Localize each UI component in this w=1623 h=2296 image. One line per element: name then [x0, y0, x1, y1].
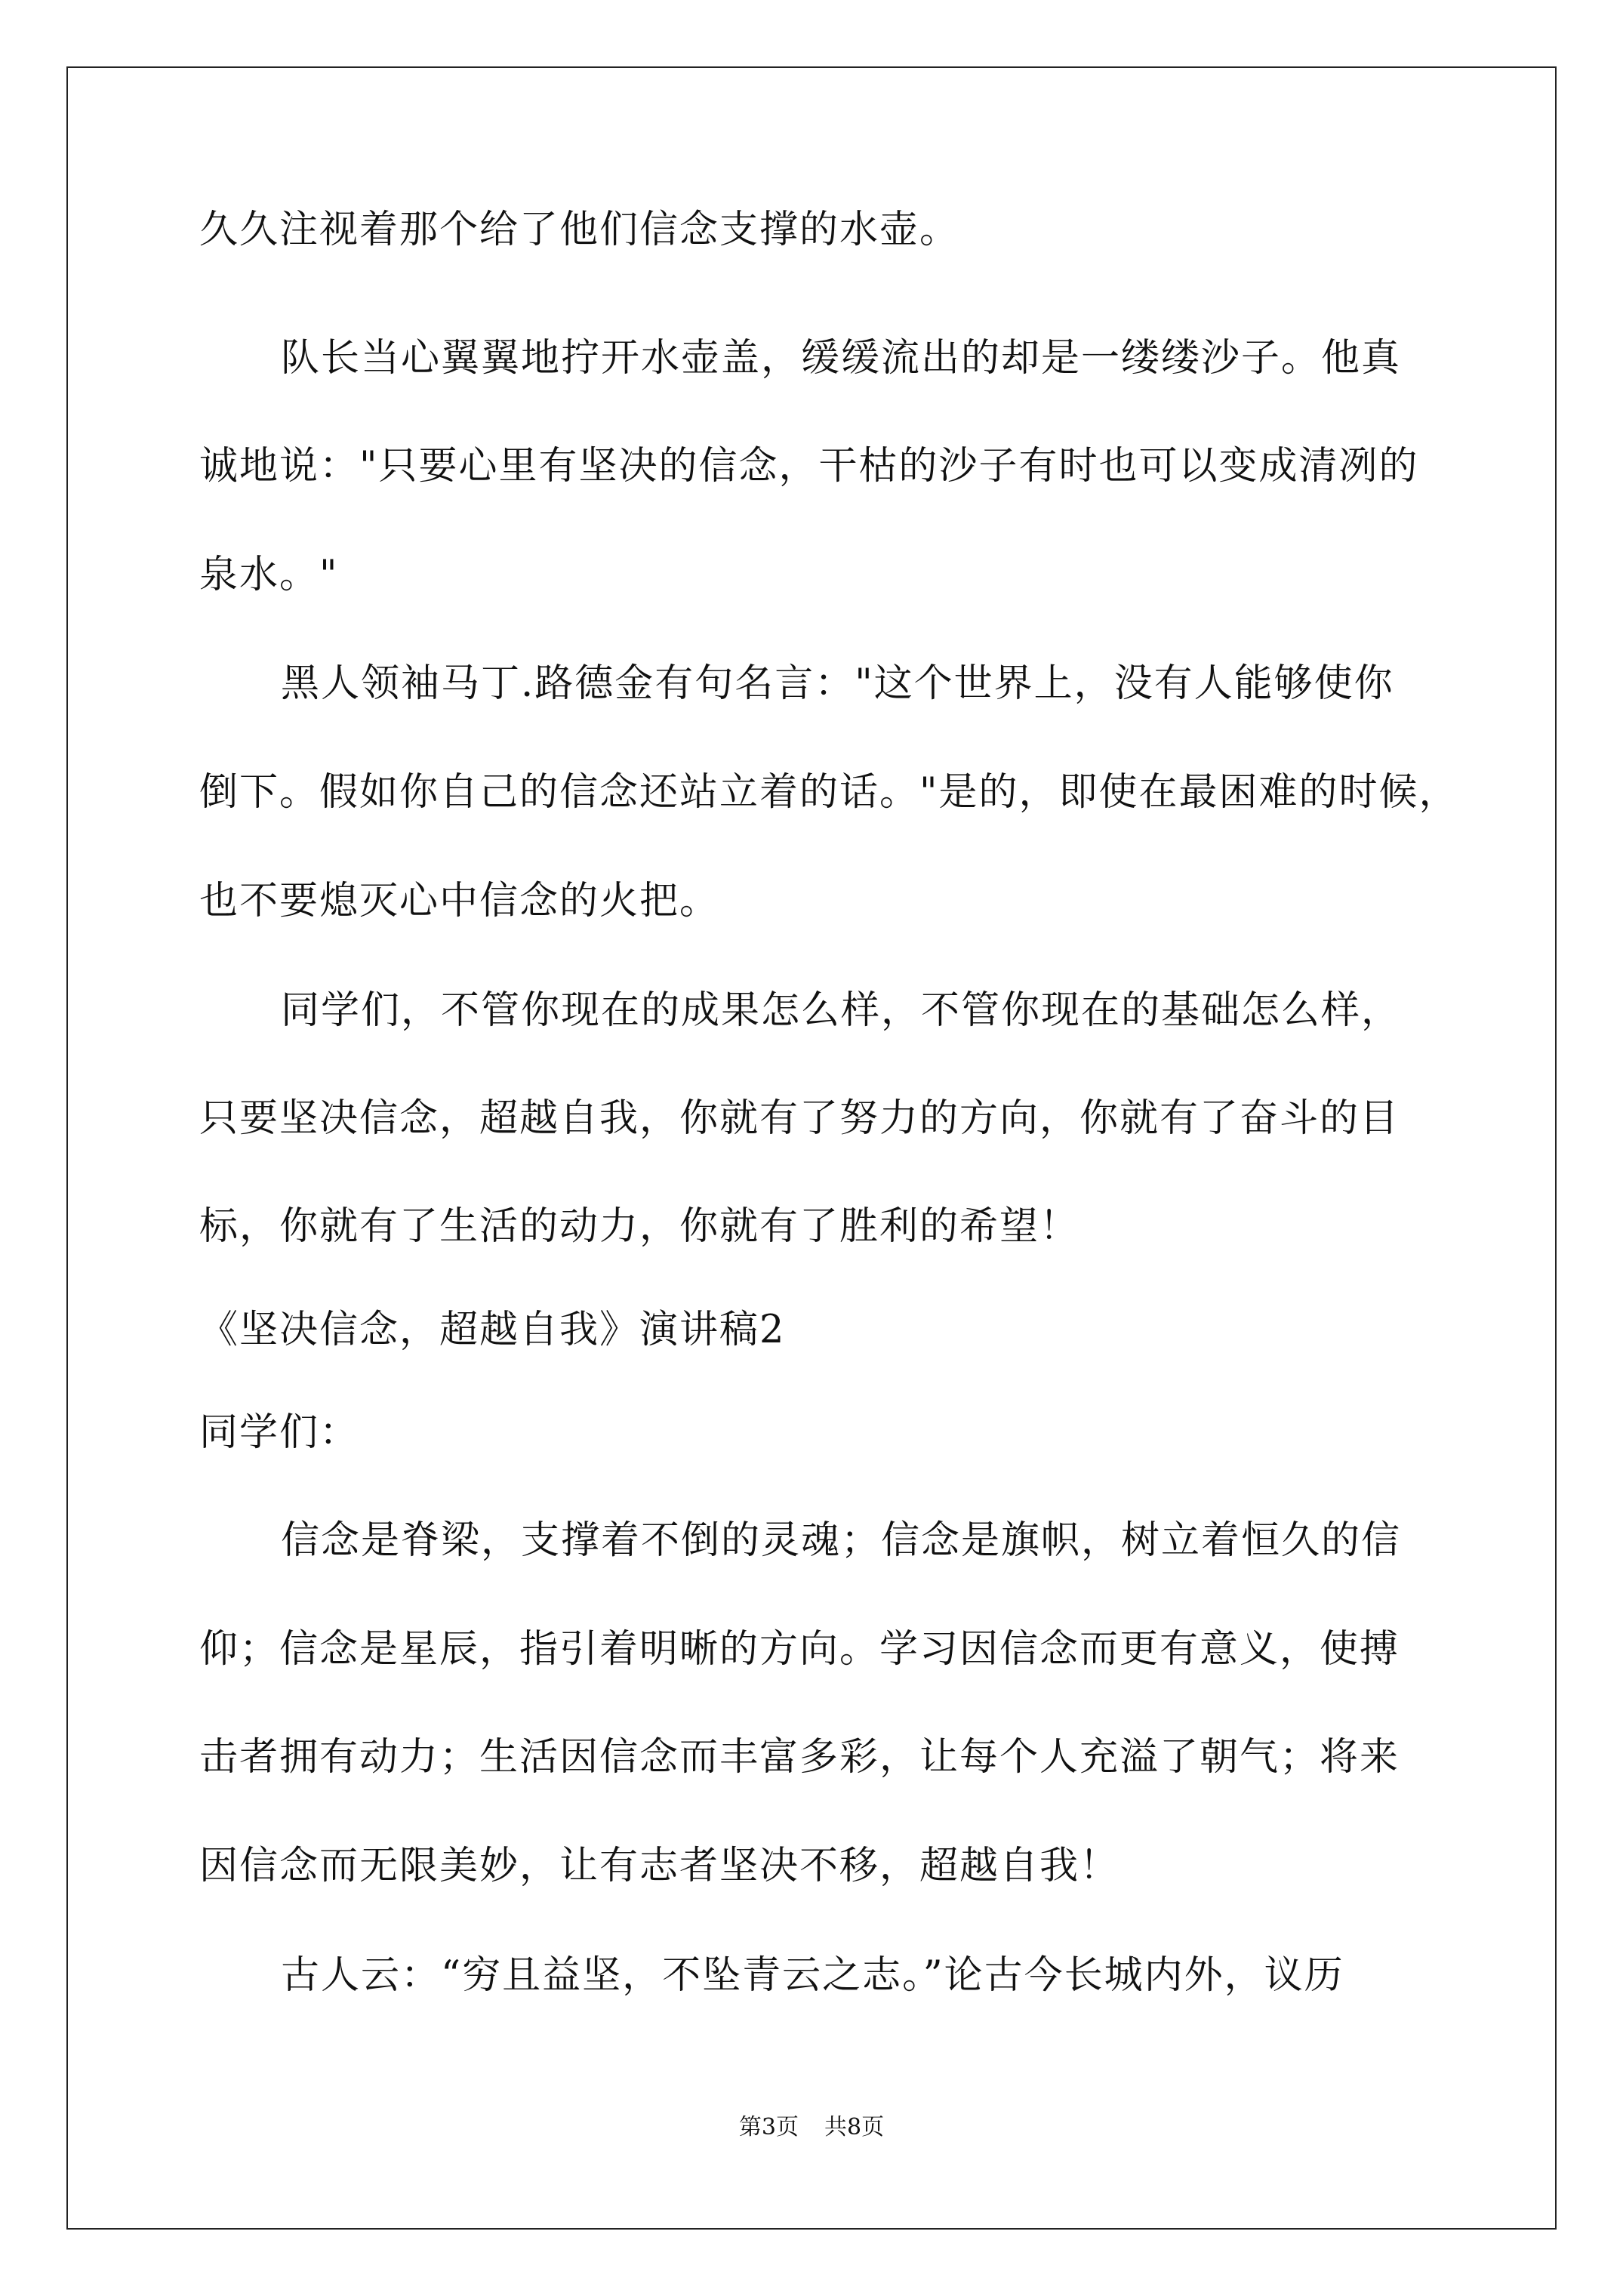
page-number: 第3页: [738, 2114, 799, 2140]
text-line: 也不要熄灭心中信念的火把。: [199, 879, 720, 923]
text-line: 击者拥有动力；生活因信念而丰富多彩，让每个人充溢了朝气；将来: [199, 1735, 1400, 1780]
text-line: 队长当心翼翼地拧开水壶盖，缓缓流出的却是一缕缕沙子。他真: [281, 336, 1402, 381]
text-line: 倒下。假如你自己的信念还站立着的话。"是的，即使在最困难的时候，: [199, 770, 1459, 815]
page-footer: [0, 2114, 1623, 2141]
text-line: 同学们：: [199, 1410, 360, 1455]
text-line: 黑人领袖马丁.路德金有句名言："这个世界上，没有人能够使你: [281, 661, 1394, 706]
text-line: 标，你就有了生活的动力，你就有了胜利的希望！: [199, 1204, 1080, 1249]
text-line: 诚地说："只要心里有坚决的信念，干枯的沙子有时也可以变成清冽的: [199, 444, 1419, 488]
text-line: 同学们，不管你现在的成果怎么样，不管你现在的基础怎么样，: [281, 988, 1402, 1033]
text-line: 仰；信念是星辰，指引着明晰的方向。学习因信念而更有意义，使搏: [199, 1627, 1400, 1672]
text-line: 泉水。": [199, 553, 339, 597]
section-heading: 《坚决信念，超越自我》演讲稿2: [199, 1308, 786, 1352]
page-total: 共8页: [824, 2114, 885, 2140]
text-line: 因信念而无限美妙，让有志者坚决不移，超越自我！: [199, 1844, 1120, 1888]
text-line: 久久注视着那个给了他们信念支撑的水壶。: [199, 208, 960, 252]
text-line: 古人云：“穷且益坚，不坠青云之志。”论古今长城内外，议历: [281, 1953, 1344, 1998]
page-border: [66, 66, 1557, 2230]
text-line: 只要坚决信念，超越自我，你就有了努力的方向，你就有了奋斗的目: [199, 1096, 1400, 1141]
text-line: 信念是脊梁，支撑着不倒的灵魂；信念是旗帜，树立着恒久的信: [281, 1518, 1402, 1563]
